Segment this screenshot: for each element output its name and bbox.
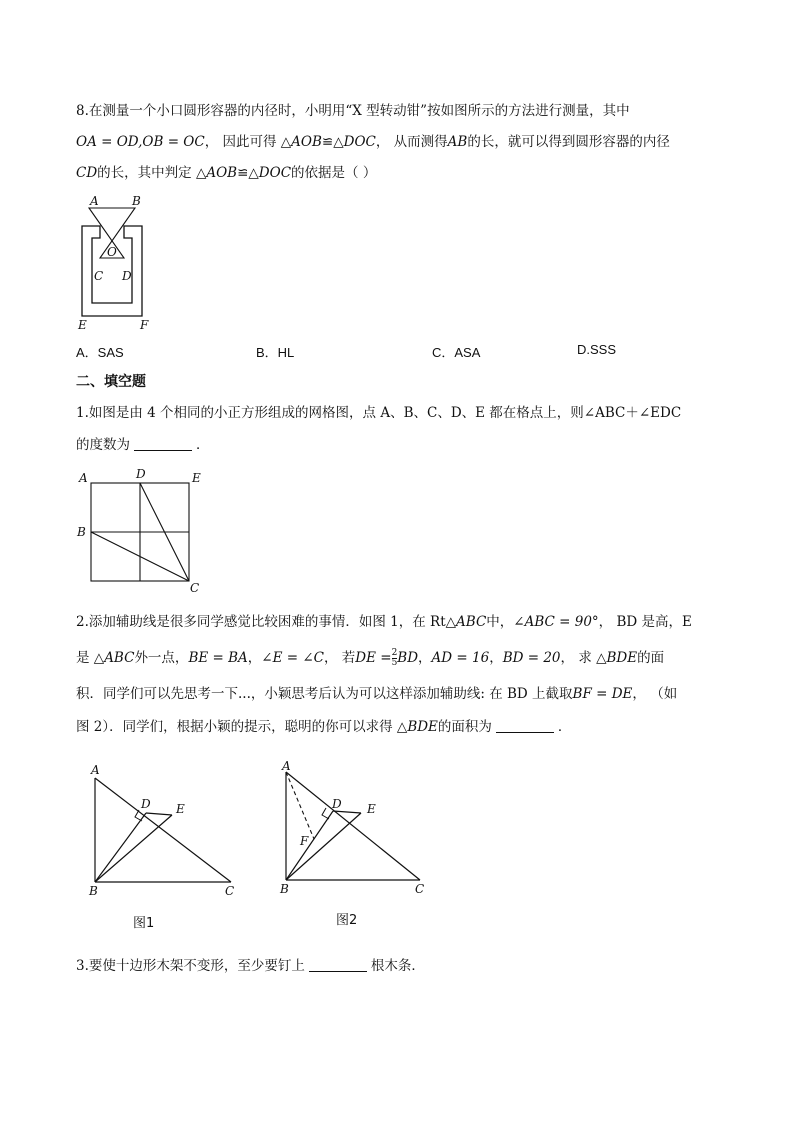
label-E: E [78, 318, 87, 332]
option-a[interactable]: A．SAS [76, 345, 124, 360]
label-E: E [367, 802, 376, 816]
label-D: D [141, 797, 151, 811]
q2-text: 2.添加辅助线是很多同学感觉比较困难的事情．如图 1，在 Rt△ [76, 614, 457, 630]
q2-line3 [76, 684, 677, 704]
q2-text: 图 2）．同学们，根据小颖的提示，聪明的你可以求得 △ [76, 719, 408, 735]
label-F: F [300, 834, 309, 848]
q2-line4 [76, 717, 571, 737]
label-A: A [90, 194, 99, 208]
q2-text: 积．同学们可以先思考一下...，小颖思考后认为可以这样添加辅助线: 在 BD 上截取 [76, 686, 573, 702]
q8-figure [76, 192, 166, 332]
label-A: A [79, 471, 88, 485]
q2-eq: BD = 20 [502, 650, 561, 666]
q2-eq: AD = 16 [431, 650, 490, 666]
q2-eq: BF = DE [572, 686, 633, 702]
q2-text: ． [557, 719, 572, 735]
label-E: E [176, 802, 185, 816]
option-b[interactable]: B．HL [256, 345, 295, 360]
label-B: B [132, 194, 141, 208]
q2-tri: BDE [407, 719, 438, 735]
label-C: C [94, 269, 104, 283]
q2-text: ， [418, 650, 432, 666]
option-d[interactable]: D.SSS [577, 342, 617, 357]
q1-grid-figure [76, 468, 216, 596]
q2-line1 [76, 612, 692, 632]
q2-answer-blank[interactable] [496, 718, 554, 733]
caption-fig1: 图1 [133, 916, 155, 931]
q8-text: 的依据是（ ） [291, 165, 377, 181]
label-B: B [89, 884, 98, 898]
frac-num: 2 [391, 648, 398, 658]
q2-text: 的面 [637, 650, 665, 666]
q2-text: ， [247, 650, 262, 666]
q1-answer-blank[interactable] [134, 436, 192, 451]
label-C: C [225, 884, 235, 898]
label-C: C [190, 581, 200, 595]
label-F: F [140, 318, 149, 332]
label-D: D [136, 467, 146, 481]
q1-text: ． [196, 437, 210, 453]
q2-eq: BD [397, 650, 419, 666]
q2-figure-1 [86, 760, 246, 896]
q2-tri: BDE [606, 650, 638, 666]
caption-fig2: 图2 [336, 913, 358, 928]
q8-congruent: ≌△ [237, 165, 259, 181]
auxiliary-line-af [286, 772, 314, 839]
q2-eq: ∠E = ∠C [261, 650, 324, 666]
label-D: D [332, 797, 342, 811]
q3-line [76, 956, 425, 976]
q3-text: 根木条． [370, 958, 425, 974]
q2-angle: ∠ABC = 90° [513, 614, 599, 630]
q8-line3 [76, 163, 376, 183]
option-c[interactable]: C．ASA [432, 345, 481, 360]
q1-text: 的度数为 [76, 437, 130, 453]
q8-tri-doc: DOC [258, 165, 292, 181]
q2-text: ， 求 △ [560, 650, 607, 666]
q8-ab: AB [447, 134, 468, 150]
q2-eq: DE = [355, 650, 392, 666]
q2-text: 的面积为 [437, 719, 492, 735]
label-B: B [280, 882, 289, 896]
q8-tri-aob: AOB [206, 165, 238, 181]
q2-text: ， [489, 650, 503, 666]
section-title: 二、填空题 [76, 374, 146, 390]
q8-line1: 8.在测量一个小口圆形容器的内径时，小明用“X 型转动钳”按如图所示的方法进行测量，其中 [76, 103, 630, 119]
q2-text: ， BD 是高，E [598, 614, 692, 630]
q2-text: ， （如 [632, 686, 678, 702]
q8-line2 [76, 132, 670, 152]
q8-condition: OA = OD,OB = OC [76, 134, 205, 150]
q8-tri-aob: AOB [291, 134, 322, 150]
q3-text: 3.要使十边形木架不变形，至少要钉上 [76, 958, 305, 974]
label-A: A [91, 763, 100, 777]
q2-eq: BE = BA [188, 650, 248, 666]
q2-tri: ABC [456, 614, 487, 630]
label-B: B [77, 525, 86, 539]
q3-answer-blank[interactable] [309, 957, 367, 972]
q2-line2 [76, 648, 664, 668]
q8-text: ， 从而测得 [375, 134, 448, 150]
label-A: A [282, 759, 291, 773]
q2-figure-2 [276, 758, 436, 894]
q8-cd: CD [76, 165, 98, 181]
q8-congruent: ≌△ [321, 134, 344, 150]
label-C: C [415, 882, 425, 896]
q8-text: 的长，就可以得到圆形容器的内径 [467, 134, 670, 150]
q8-tri-doc: DOC [343, 134, 376, 150]
frac-den: 5 [391, 658, 398, 668]
q2-text: 是 △ [76, 650, 105, 666]
q1-line2 [76, 435, 210, 455]
q2-tri: ABC [104, 650, 135, 666]
q2-text: 外一点， [134, 650, 189, 666]
q1-line1: 1.如图是由 4 个相同的小正方形组成的网格图，点 A、B、C、D、E 都在格点上，则∠ABC＋∠EDC [76, 405, 682, 421]
label-D: D [122, 269, 132, 283]
label-O: O [107, 245, 117, 259]
q2-text: 中， [486, 614, 514, 630]
q2-text: ， 若 [323, 650, 356, 666]
q8-text: 的长，其中判定 △ [97, 165, 207, 181]
label-E: E [192, 471, 201, 485]
q8-text: ， 因此可得 △ [204, 134, 292, 150]
